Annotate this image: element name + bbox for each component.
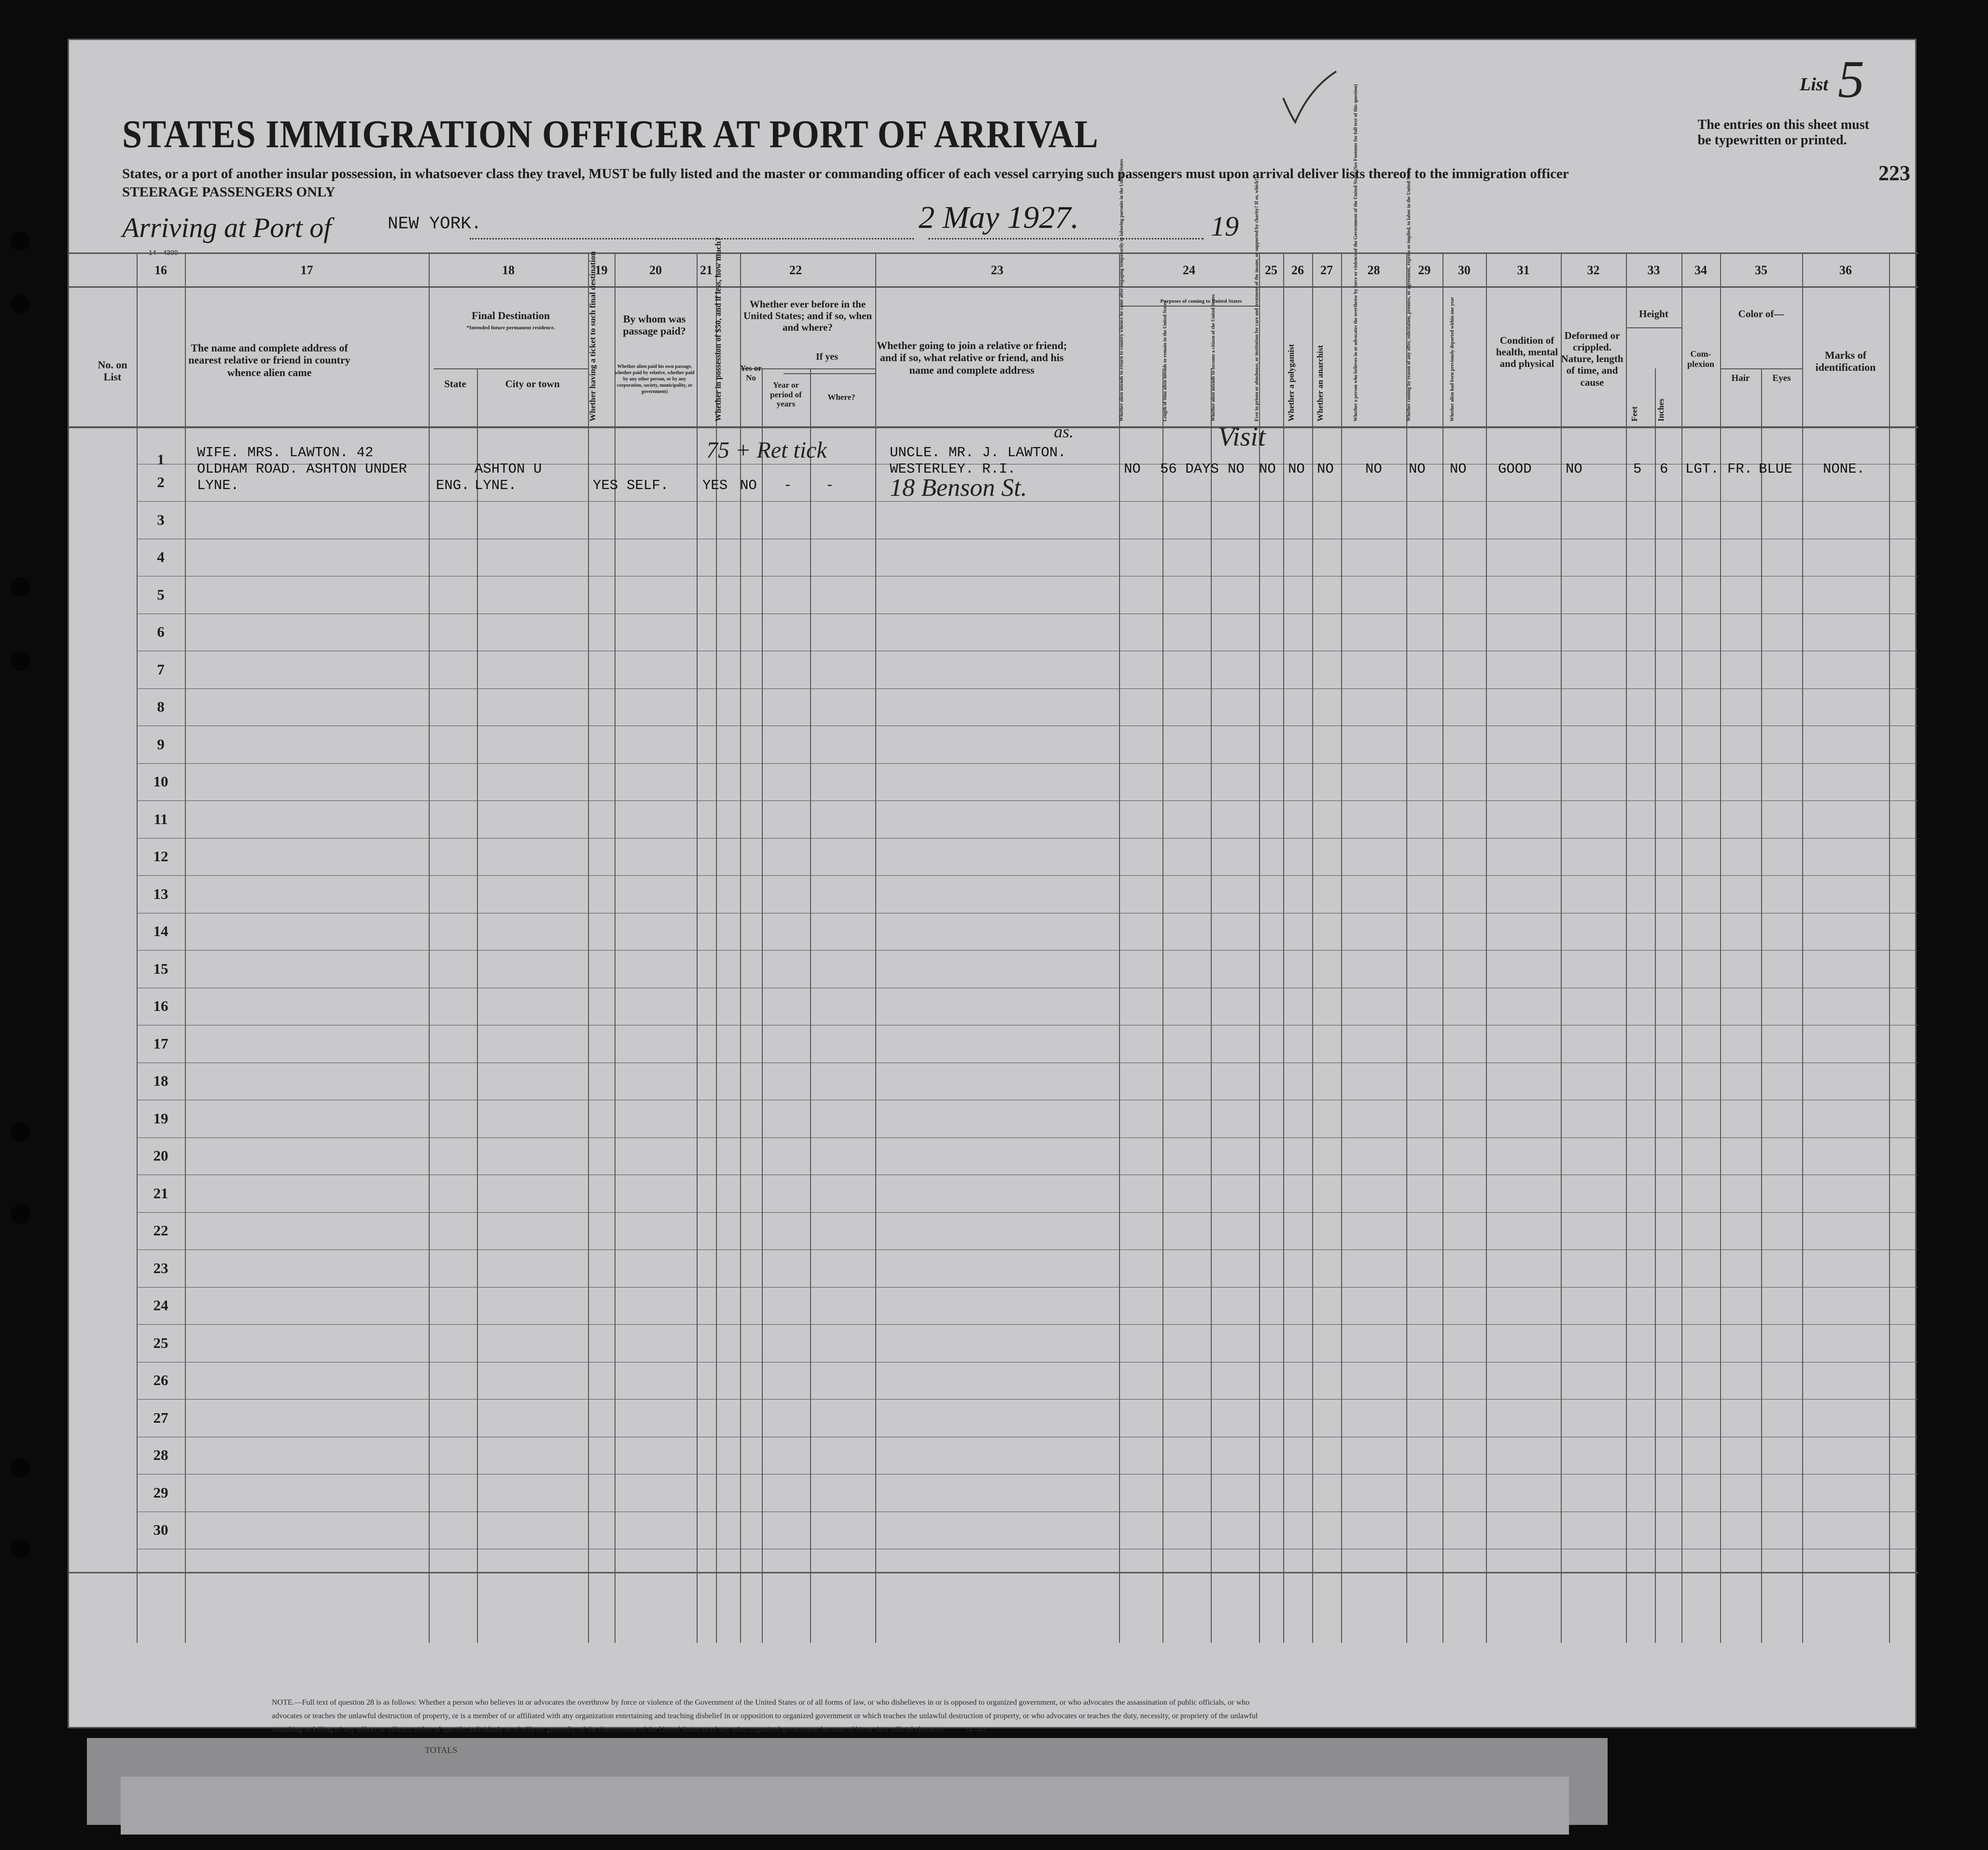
- grid-rule: [434, 368, 588, 369]
- col-22-header: Whether ever before in the United States; and if so, when and where?: [743, 298, 872, 334]
- grid-rule: [137, 875, 1918, 876]
- row-number: 24: [153, 1297, 168, 1314]
- grid-rule: [185, 252, 186, 1643]
- row-number: 16: [153, 997, 168, 1015]
- col-33-feet-header: Feet: [1630, 406, 1639, 421]
- row-number: 21: [153, 1184, 168, 1202]
- row-number: 26: [153, 1372, 168, 1389]
- grid-rule: [137, 1212, 1918, 1213]
- col-29-header: Whether coming by reason of any offer, solicitation, promise, or agreement, express or implied, to labor in the United States: [1406, 168, 1412, 421]
- col-22-period: Year or period of years: [770, 380, 802, 409]
- destination-city-line: LYNE.: [475, 477, 517, 493]
- column-number: 25: [1265, 263, 1277, 277]
- form-number: 14—4300: [149, 249, 178, 256]
- col-36-header: Marks of identification: [1815, 349, 1876, 374]
- row-number: 23: [153, 1259, 168, 1276]
- column-number: 28: [1367, 263, 1380, 277]
- offer-value: NO: [1409, 461, 1426, 477]
- column-number: 17: [300, 263, 313, 277]
- row-number: 20: [153, 1147, 168, 1164]
- binder-hole: [11, 1122, 30, 1142]
- join-handwritten-note: as.: [1054, 422, 1074, 441]
- join-handwritten-address: 18 Benson St.: [890, 474, 1027, 502]
- col-22-where: Where?: [827, 392, 855, 402]
- relative-address-line: WIFE. MRS. LAWTON. 42: [197, 445, 374, 461]
- relative-address-line: LYNE.: [197, 477, 239, 493]
- binder-hole: [11, 232, 30, 251]
- row-number: 6: [157, 623, 165, 641]
- column-number: 18: [502, 263, 515, 277]
- eye-color: BLUE: [1759, 461, 1792, 477]
- footnote: [272, 1696, 1276, 1737]
- grid-rule: [1341, 252, 1342, 1643]
- grid-rule: [137, 501, 1918, 502]
- column-number: 30: [1458, 263, 1470, 277]
- footnote-form-number: 14—421: [966, 1726, 987, 1733]
- list-number: 5: [1838, 50, 1864, 109]
- hair-color: FR.: [1727, 461, 1753, 477]
- column-number: 35: [1755, 263, 1767, 277]
- row-number: 25: [153, 1334, 168, 1351]
- grid-rule: [1561, 252, 1562, 1643]
- citizen-value: NO: [1228, 461, 1245, 477]
- col-20-header: By whom was passage paid?: [623, 313, 686, 337]
- row-number: 11: [154, 810, 168, 827]
- column-number: 19: [595, 263, 608, 277]
- row-number: 2: [157, 474, 165, 491]
- grid-rule: [1283, 252, 1284, 1643]
- grid-rule: [1681, 252, 1682, 1643]
- grid-rule: [137, 950, 1918, 951]
- column-number: 34: [1694, 263, 1707, 277]
- row-number: 10: [153, 773, 168, 790]
- grid-rule: [1211, 368, 1212, 1643]
- year-prefix: 19: [1211, 210, 1239, 242]
- complexion-value: LGT.: [1685, 461, 1719, 477]
- col-18-group-header: Final Destination: [472, 309, 550, 322]
- length-handwritten: Visit: [1218, 422, 1266, 452]
- column-number: 33: [1647, 263, 1660, 277]
- dotted-rule: [928, 238, 1204, 239]
- binder-hole: [11, 1458, 30, 1477]
- grid-rule: [1626, 327, 1681, 328]
- column-number: 24: [1183, 263, 1195, 277]
- grid-rule: [477, 368, 478, 1643]
- grid-rule: [588, 252, 589, 1643]
- grid-rule: [875, 252, 876, 1643]
- before-us-value: NO: [740, 477, 757, 493]
- page-number: 223: [1878, 161, 1910, 185]
- column-number: 27: [1320, 263, 1333, 277]
- identification-marks: NONE.: [1823, 461, 1865, 477]
- grid-rule: [137, 1249, 1918, 1250]
- grid-rule: [137, 688, 1918, 689]
- grid-rule: [137, 1399, 1918, 1400]
- deformed-value: NO: [1566, 461, 1582, 477]
- grid-rule: [1626, 252, 1627, 1643]
- row-number: 19: [153, 1109, 168, 1127]
- row-number: 13: [153, 885, 168, 902]
- grid-rule: [697, 252, 698, 1643]
- grid-rule: [137, 763, 1918, 764]
- totals-label: TOTALS: [425, 1745, 458, 1755]
- arrival-date: 2 May 1927.: [919, 200, 1079, 235]
- col-19-header: Whether having a ticket to such final destination: [588, 251, 597, 421]
- list-label: List: [1799, 74, 1828, 95]
- column-number: 36: [1839, 263, 1852, 277]
- grid-rule: [137, 1137, 1918, 1138]
- page-title: STATES IMMIGRATION OFFICER AT PORT OF ARRIVAL: [122, 112, 1099, 156]
- col-33-inches-header: Inches: [1656, 398, 1666, 421]
- grid-rule: [810, 368, 811, 1643]
- grid-rule: [1406, 252, 1407, 1643]
- relative-address-line: OLDHAM ROAD. ASHTON UNDER: [197, 461, 407, 477]
- arriving-label: Arriving at Port of: [122, 212, 332, 243]
- col-35-hair-header: Hair: [1731, 373, 1750, 383]
- row-number: 15: [153, 960, 168, 977]
- grid-rule: [137, 800, 1918, 801]
- col-26-header: Whether a polygamist: [1287, 344, 1296, 421]
- grid-rule: [69, 286, 1918, 288]
- row-number: 27: [153, 1409, 168, 1426]
- instructions-line: States, or a port of another insular possession, in whatsoever class they travel, MUST be fully listed and the master or commanding officer of each vessel carrying such passengers must upon arrival deliver lists thereof to the immigration officer: [122, 166, 1569, 182]
- money-handwritten: 75 + Ret tick: [706, 437, 827, 463]
- join-relative-line: WESTERLEY. R.I.: [890, 461, 1016, 477]
- col-18-city-header: City or town: [505, 378, 560, 390]
- overthrow-value: NO: [1365, 461, 1382, 477]
- grid-rule: [1889, 252, 1890, 1643]
- col-25-header: Ever in prison or almshouse, or institution for care and treatment of the insane, or supported by charity? If so, which?: [1254, 178, 1260, 421]
- manifest-sheet: [68, 39, 1917, 1734]
- passage-paid-by: SELF.: [627, 477, 669, 493]
- grid-rule: [1761, 368, 1762, 1643]
- row-number: 12: [153, 848, 168, 865]
- col-24a-header: Whether alien intends to return to country whence he came after engaging temporarily in laboring pursuits in the United States: [1119, 159, 1124, 421]
- col-23-header: Whether going to join a relative or friend; and if so, what relative or friend, and his name and complete address: [876, 339, 1067, 376]
- health-value: GOOD: [1498, 461, 1532, 477]
- row-number: 29: [153, 1484, 168, 1501]
- column-number: 29: [1418, 263, 1431, 277]
- row-number: 9: [157, 735, 165, 753]
- binder-hole: [11, 652, 30, 671]
- col-17-header: The name and complete address of nearest relative or friend in country whence alien came: [188, 342, 350, 378]
- join-relative-line: UNCLE. MR. J. LAWTON.: [890, 445, 1066, 461]
- prison-value: NO: [1259, 461, 1276, 477]
- destination-city-line: ASHTON U: [475, 461, 542, 477]
- deported-value: NO: [1450, 461, 1467, 477]
- col-21-header: Whether in possession of $50, and if less, how much?: [714, 237, 723, 421]
- instructions: [122, 165, 1667, 201]
- port-value: NEW YORK.: [388, 214, 482, 234]
- row-number: 5: [157, 586, 165, 603]
- column-number: 21: [700, 263, 713, 277]
- row-number: 4: [157, 548, 165, 566]
- grid-rule: [69, 426, 1918, 428]
- ticket-value: YES: [593, 477, 618, 493]
- grid-rule: [1312, 252, 1313, 1643]
- height-feet: 5: [1633, 461, 1642, 477]
- binder-hole: [11, 294, 30, 314]
- grid-rule: [1119, 252, 1120, 1643]
- row-number: 7: [157, 660, 165, 678]
- grid-rule: [1119, 306, 1259, 307]
- row-number: 14: [153, 923, 168, 940]
- col-35-eyes-header: Eyes: [1772, 373, 1791, 383]
- period-value: -: [784, 477, 792, 493]
- col-35-group-header: Color of—: [1738, 308, 1784, 320]
- entries-note-line: be typewritten or printed.: [1697, 133, 1847, 148]
- destination-state: ENG.: [436, 477, 470, 493]
- grid-rule: [69, 1572, 1918, 1573]
- grid-rule: [137, 838, 1918, 839]
- col-20-note: Whether alien paid his own passage, whether paid by relative, whether paid by any other person, or by any corporation, society, municipality, or government): [615, 364, 695, 394]
- col-33-group-header: Height: [1639, 308, 1668, 320]
- row-number: 28: [153, 1446, 168, 1464]
- grid-rule: [762, 368, 763, 1643]
- steerage-label: STEERAGE PASSENGERS ONLY: [122, 184, 336, 200]
- col-31-header: Condition of health, mental and physical: [1496, 335, 1558, 370]
- col-22-yesno: Yes or No: [740, 364, 762, 382]
- checkmark-icon: [1281, 69, 1339, 127]
- col-22-ifyes: If yes: [815, 351, 839, 362]
- return-value: NO: [1124, 461, 1141, 477]
- binder-hole: [11, 577, 30, 596]
- column-number: 31: [1517, 263, 1530, 277]
- col-34-header: Com-plexion: [1687, 349, 1714, 369]
- column-number: 20: [649, 263, 662, 277]
- grid-rule: [1802, 252, 1803, 1643]
- col-32-header: Deformed or crippled. Nature, length of time, and cause: [1561, 330, 1624, 388]
- binder-hole: [11, 1205, 30, 1224]
- dotted-rule: [470, 238, 914, 239]
- col-24-group-header: Purposes of coming to United States: [1160, 298, 1242, 304]
- binder-hole: [11, 1540, 30, 1559]
- row-number: 8: [157, 698, 165, 715]
- polygamist-value: NO: [1288, 461, 1305, 477]
- col-18-state-header: State: [444, 378, 466, 390]
- grid-rule: [784, 373, 875, 374]
- entries-note-line: The entries on this sheet must: [1697, 117, 1869, 132]
- grid-rule: [137, 252, 138, 1643]
- row-number: 18: [153, 1072, 168, 1090]
- col-16-header: No. on List: [98, 359, 127, 383]
- col-28-header: Whether a person who believes in or advocates the overthrow by force or violence of the Government of the United States (See Footnote for full text of this question): [1353, 84, 1358, 421]
- footnote-label: NOTE.: [272, 1698, 294, 1707]
- grid-rule: [615, 252, 616, 1643]
- col-18-sub-header: *Intended future permanent residence.: [466, 325, 555, 331]
- column-number: 26: [1291, 263, 1304, 277]
- row-number: 30: [153, 1521, 168, 1539]
- length-of-stay: 56 DAYS: [1160, 461, 1219, 477]
- grid-rule: [137, 1324, 1918, 1325]
- grid-rule: [1162, 368, 1163, 1643]
- column-number: 23: [991, 263, 1004, 277]
- col-24c-header: Whether alien intends to become a citizen of the United States: [1211, 294, 1216, 421]
- grid-rule: [69, 252, 1918, 254]
- column-number: 22: [789, 263, 802, 277]
- row-number: 17: [153, 1035, 168, 1052]
- col-27-header: Whether an anarchist: [1316, 345, 1325, 421]
- entries-note: [1698, 117, 1869, 148]
- grid-rule: [1655, 368, 1656, 1643]
- anarchist-value: NO: [1317, 461, 1334, 477]
- row-number: 22: [153, 1222, 168, 1239]
- money-value: YES: [702, 477, 728, 493]
- height-inches: 6: [1660, 461, 1668, 477]
- where-value: -: [826, 477, 834, 493]
- row-number: 3: [157, 511, 165, 528]
- underlying-page-edge: [121, 1777, 1569, 1835]
- grid-rule: [1486, 252, 1487, 1643]
- footnote-text: —Full text of question 28 is as follows: Whether a person who believes in or advocates the overthrow by force or violence of the Government of the United States or of all forms of law, or who disbelieves in or is opposed to organized government, or who advocates the assassination of public officials, or who advocates or teaches the unlawful destruction of property, or is a member of or affiliated with any organization entertaining and teaching disbelief in or opposition to organized government or which teaches the unlawful destruction of property, or who advocates or teaches the duty, necessity, or propriety of the unlawful assaulting or killing of any officer or officers, either of specific individuals or of officers generally, of the Government of the United States or of any other organized government because of his or their official character.: [272, 1698, 1258, 1734]
- col-24b-header: Length of time alien intends to remain in the United States: [1162, 301, 1168, 421]
- grid-rule: [1442, 252, 1443, 1643]
- grid-rule: [1720, 252, 1721, 1643]
- col-30-header: Whether alien had been previously deported within one year: [1450, 297, 1455, 421]
- grid-rule: [137, 1287, 1918, 1288]
- row-number: 1: [157, 450, 165, 468]
- grid-rule: [429, 252, 430, 1643]
- column-number: 32: [1587, 263, 1600, 277]
- column-number: 16: [154, 263, 167, 277]
